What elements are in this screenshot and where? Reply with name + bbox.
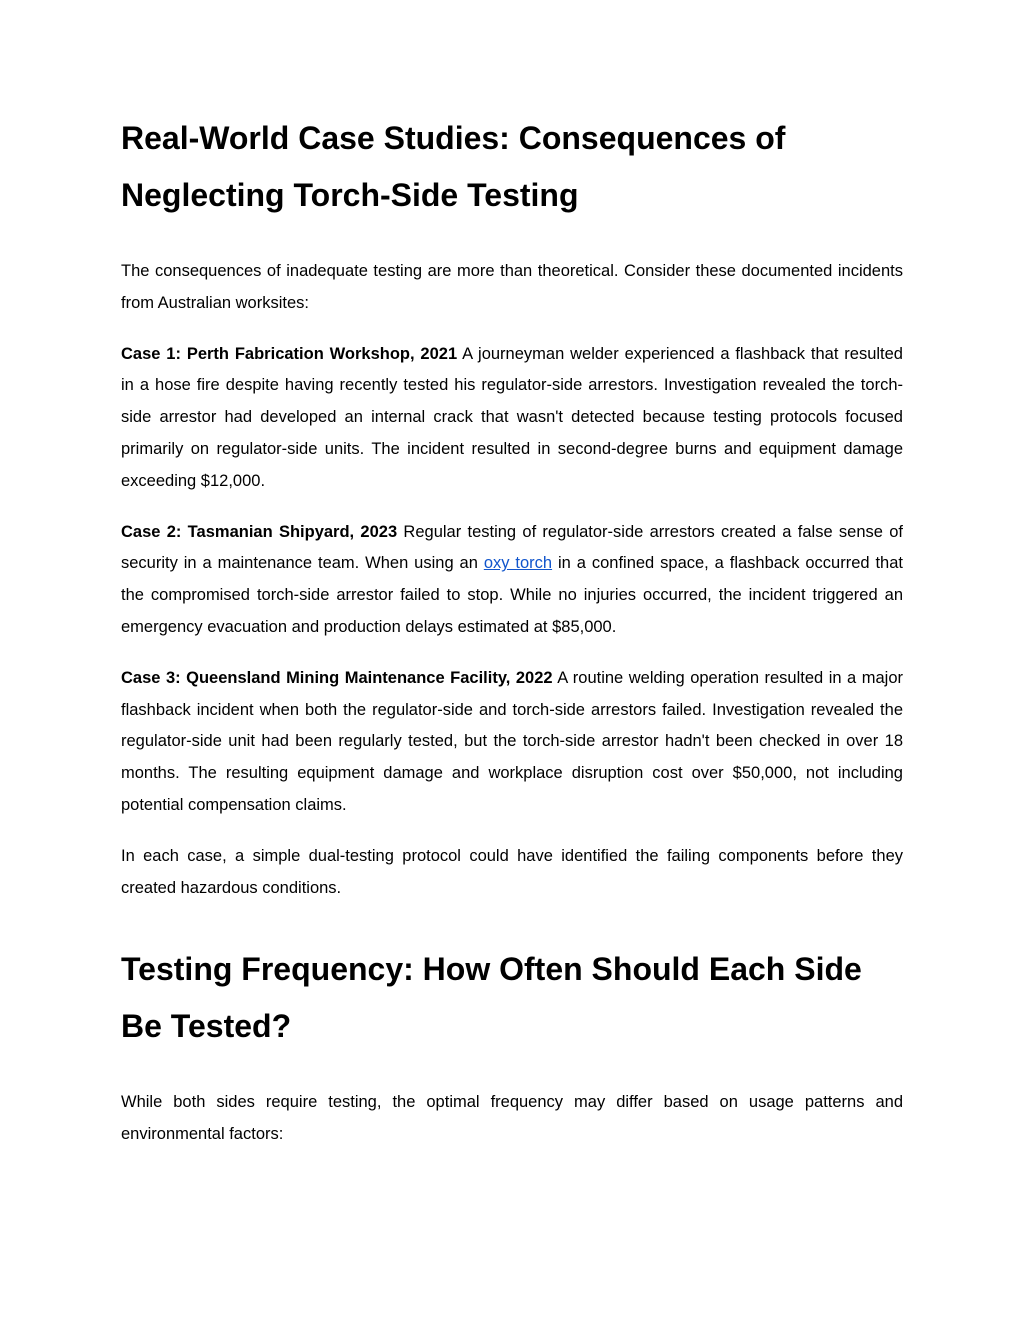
case-text-after-link: in a confined space, a flashback occurred that the compromised torch-side arrestor failed to stop. While no injuries occurred, the incident triggered an emergency evacuation and production delays estimated at $85,000.: [121, 554, 903, 636]
case-title: Case 3: Queensland Mining Maintenance Facility, 2022: [121, 668, 553, 687]
case-study-3: [121, 663, 903, 822]
section-heading-testing-frequency: Testing Frequency: How Often Should Each Side Be Tested?: [121, 951, 862, 1045]
testing-frequency-intro: While both sides require testing, the optimal frequency may differ based on usage patterns and environmental factors:: [121, 1093, 903, 1144]
case-studies-intro: The consequences of inadequate testing are more than theoretical. Consider these documented incidents from Australian worksites:: [121, 262, 903, 312]
case-study-1: [121, 339, 903, 498]
case-title: Case 2: Tasmanian Shipyard, 2023: [121, 522, 398, 541]
case-study-2: [121, 517, 903, 644]
case-text: A routine welding operation resulted in a major flashback incident when both the regulator-side and torch-side arrestors failed. Investigation revealed the regulator-side unit had been regularly tested, but the torch-side arrestor hadn't been checked in over 18 months. The resulting equipment damage and workplace disruption cost over $50,000, not including potential compensation claims.: [121, 668, 903, 814]
case-text-before-link: Regular testing of regulator-side arrestors created a false sense of security in a maintenance team. When using an: [121, 522, 903, 573]
case-studies-summary: In each case, a simple dual-testing protocol could have identified the failing components before they created hazardous conditions.: [121, 846, 903, 897]
section-heading-case-studies: Real-World Case Studies: Consequences of Neglecting Torch-Side Testing: [121, 120, 786, 213]
case-text: A journeyman welder experienced a flashback that resulted in a hose fire despite having recently tested his regulator-side arrestors. Investigation revealed the torch-side arrestor had developed an internal crack that wasn't detected because testing protocols focused primarily on regulator-side units. The incident resulted in second-degree burns and equipment damage exceeding $12,000.: [121, 344, 903, 490]
case-title: Case 1: Perth Fabrication Workshop, 2021: [121, 344, 458, 363]
document-page: [121, 110, 903, 1151]
oxy-torch-link[interactable]: oxy torch: [483, 554, 553, 573]
